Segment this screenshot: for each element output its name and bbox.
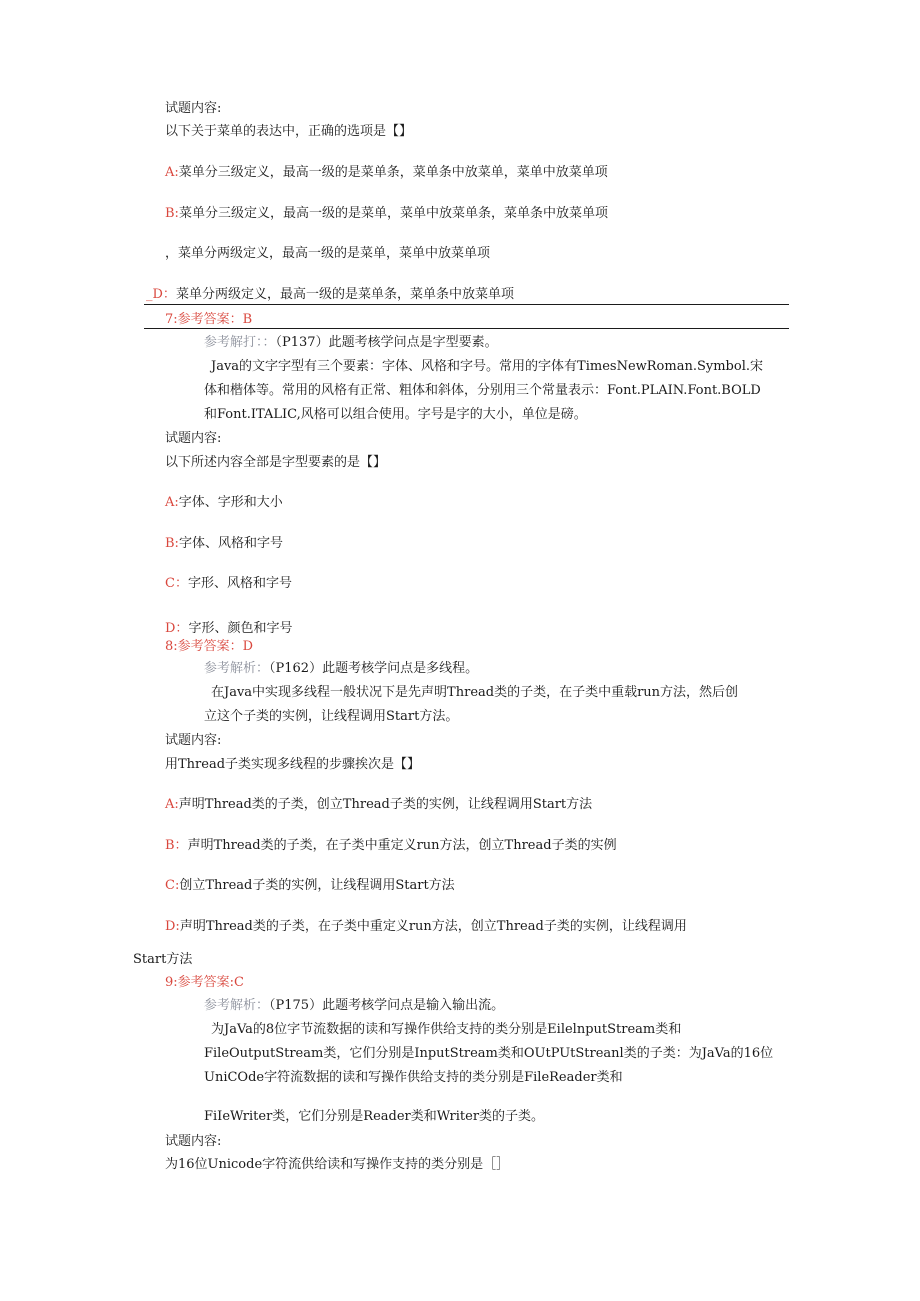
answer-key: 9:参考答案:C [165, 975, 244, 990]
option-key: D： [165, 621, 189, 636]
analysis-title: （P137）此题考核学问点是字型要素。 [275, 335, 498, 350]
option-c [165, 247, 490, 260]
section-label: 试题内容: [165, 1134, 222, 1149]
analysis-line: 体和楷体等。常用的风格有正常、粗体和斜体，分别用三个常量表示：Font.PLAIN.Font.BOLD [204, 383, 761, 398]
option-d [146, 288, 514, 301]
option-text: 声明Thread类的子类，创立Thread子类的实例，让线程调用Start方法 [178, 797, 593, 812]
analysis-label: 参考解析： [204, 998, 270, 1013]
option-key: A: [165, 165, 179, 180]
option-a [165, 798, 592, 811]
option-key: D: [165, 919, 180, 934]
option-text: 菜单分三级定义，最高一级的是菜单，菜单中放菜单条，菜单条中放菜单项 [178, 206, 608, 221]
option-text: 字体、风格和字号 [178, 536, 283, 551]
option-text: 菜单分三级定义，最高一级的是菜单条，菜单条中放菜单，菜单中放菜单项 [178, 165, 608, 180]
option-key: C: [165, 878, 180, 893]
option-key: _D： [146, 287, 176, 302]
option-c [165, 577, 292, 590]
analysis-line: 立这个子类的实例，让线程调用Start方法。 [204, 709, 459, 724]
analysis-line: UniCOde字符流数据的读和写操作供给支持的类分别是FileReader类和 [204, 1070, 623, 1085]
analysis-header [204, 336, 498, 349]
section-label: 试题内容: [165, 733, 222, 748]
section-label: 试题内容: [165, 431, 222, 446]
analysis-header [204, 662, 478, 675]
option-text: 声明Thread类的子类，在子类中重定义run方法，创立Thread子类的实例，让线程调用 [179, 919, 687, 934]
option-text: 字形、颜色和字号 [188, 621, 293, 636]
question-text: 用Thread子类实现多线程的步骤挨次是【】 [165, 757, 421, 772]
analysis-label: 参考解析： [204, 661, 270, 676]
option-d [165, 622, 292, 635]
question-text: 以下关于菜单的表达中，正确的选项是【】 [165, 124, 413, 139]
option-key: A: [165, 495, 179, 510]
analysis-line: 在Java中实现多线程一般状况下是先声明Thread类的子类，在子类中重载run方法，然后创 [211, 685, 739, 700]
option-b [165, 537, 283, 550]
analysis-title: （P175）此题考核学问点是输入输出流。 [269, 998, 505, 1013]
analysis-label: 参考解打：： [204, 335, 276, 350]
option-key: B: [165, 536, 179, 551]
option-a [165, 166, 608, 179]
answer-key: 8:参考答案：D [165, 639, 254, 654]
analysis-line: FileOutputStream类，它们分别是InputStream类和OUtPUtStreanl类的子类：为JaVa的16位 [204, 1046, 774, 1061]
option-a [165, 496, 283, 509]
question-text: 为16位Unicode字符流供给读和写操作支持的类分别是［］ [165, 1157, 510, 1172]
analysis-line: 为JaVa的8位字节流数据的读和写操作供给支持的类分别是EilelnputStream类和 [211, 1022, 682, 1037]
option-key: A: [165, 797, 179, 812]
option-text: ，菜单分两级定义，最高一级的是菜单，菜单中放菜单项 [165, 246, 491, 261]
option-key: B: [165, 206, 179, 221]
option-text: 字体、字形和大小 [178, 495, 283, 510]
option-key: C： [165, 576, 188, 591]
section-label: 试题内容: [165, 101, 222, 116]
option-d [165, 920, 687, 933]
divider-bottom [144, 328, 789, 329]
option-text: 创立Thread子类的实例，让线程调用Start方法 [179, 878, 455, 893]
option-text: 声明Thread类的子类，在子类中重定义run方法，创立Thread子类的实例 [187, 838, 617, 853]
option-b [165, 207, 608, 220]
analysis-title: （P162）此题考核学问点是多线程。 [269, 661, 479, 676]
analysis-header [204, 999, 504, 1012]
option-text: 字形、风格和字号 [187, 576, 292, 591]
option-c [165, 879, 455, 892]
option-b [165, 839, 617, 852]
analysis-line: Java的文字字型有三个要素：字体、风格和字号。常用的字体有TimesNewRoman.Symbol.宋 [211, 359, 763, 374]
divider-top [144, 304, 789, 305]
answer-key: 7:参考答案：B [165, 312, 253, 327]
option-d-continuation: Start方法 [133, 952, 193, 967]
option-key: B： [165, 838, 188, 853]
analysis-line: FiIeWriter类，它们分别是Reader类和Writer类的子类。 [204, 1109, 545, 1124]
question-text: 以下所述内容全部是字型要素的是【】 [165, 455, 387, 470]
analysis-line: 和Font.ITALIC,风格可以组合使用。字号是字的大小，单位是磅。 [204, 407, 587, 422]
option-text: 菜单分两级定义，最高一级的是菜单条，菜单条中放菜单项 [175, 287, 514, 302]
